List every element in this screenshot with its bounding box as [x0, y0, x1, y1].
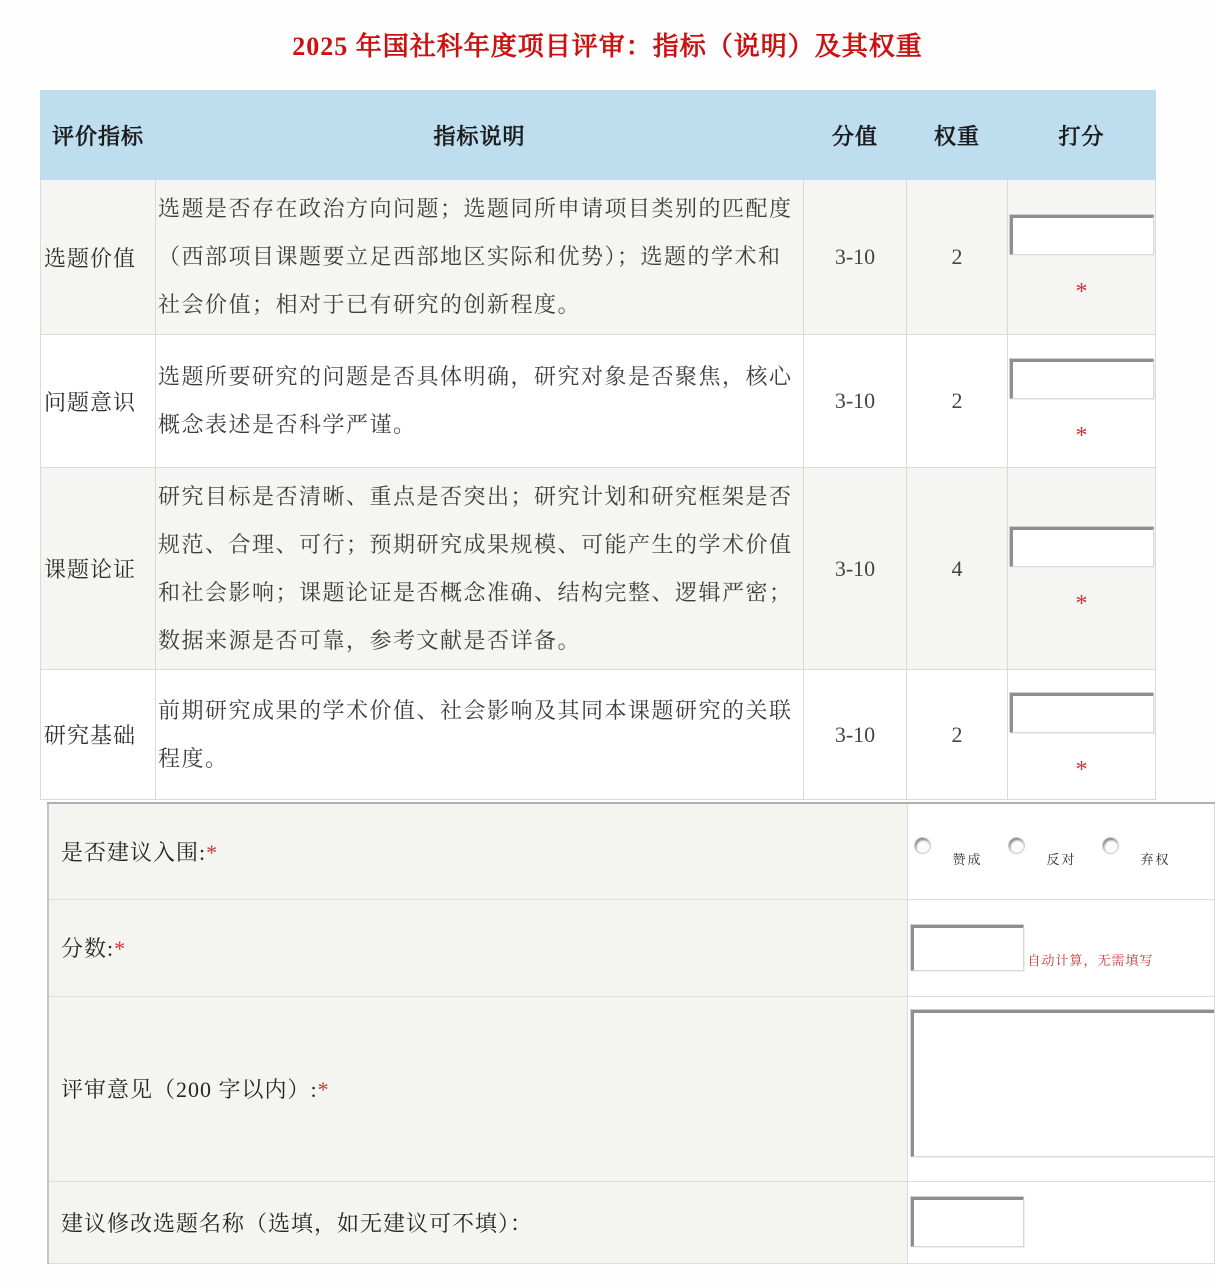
review-comment-row: [48, 996, 1215, 1181]
rename-suggestion-label-text: 建议修改选题名称（选填，如无建议可不填）：: [61, 1210, 534, 1236]
evaluation-indicators-table: [40, 90, 1156, 800]
weight-value: 2: [907, 335, 1008, 468]
indicator-name: 课题论证: [41, 468, 156, 670]
radio-option-approve: [914, 835, 983, 868]
rating-input-problem-awareness[interactable]: [1010, 359, 1154, 399]
indicator-name: 研究基础: [41, 670, 156, 800]
radio-abstain-icon[interactable]: [1102, 837, 1119, 854]
weight-value: 2: [907, 670, 1008, 800]
rating-input-topic-value[interactable]: [1010, 215, 1154, 255]
required-asterisk: *: [1075, 279, 1088, 305]
table-row-topic-argumentation: [41, 468, 1156, 670]
score-range: 3-10: [804, 468, 907, 670]
rename-suggestion-input[interactable]: [911, 1197, 1024, 1247]
indicator-name: 问题意识: [41, 335, 156, 468]
rename-suggestion-row: [48, 1181, 1215, 1263]
shortlist-radio-group: [908, 835, 1215, 868]
rename-suggestion-label: [48, 1181, 907, 1263]
table-row-topic-value: [41, 180, 1156, 335]
radio-approve-label: 赞成: [952, 851, 983, 867]
radio-abstain-label: 弃权: [1140, 851, 1171, 867]
table-row-problem-awareness: [41, 335, 1156, 468]
shortlist-label-text: 是否建议入围:: [61, 839, 207, 865]
score-range: 3-10: [804, 670, 907, 800]
col-header-description: 指标说明: [156, 91, 804, 180]
score-range: 3-10: [804, 335, 907, 468]
col-header-rating: 打分: [1008, 91, 1156, 180]
radio-option-abstain: [1102, 835, 1171, 868]
total-score-input[interactable]: [911, 925, 1024, 971]
rating-input-topic-argumentation[interactable]: [1010, 527, 1154, 567]
indicator-name: 选题价值: [41, 180, 156, 335]
auto-calc-hint: 自动计算，无需填写: [1027, 952, 1154, 968]
review-comment-label-text: 评审意见（200 字以内）:: [61, 1077, 318, 1102]
shortlist-label: [48, 803, 907, 899]
weight-value: 4: [907, 468, 1008, 670]
radio-oppose-icon[interactable]: [1008, 837, 1025, 854]
indicator-description: 前期研究成果的学术价值、社会影响及其同本课题研究的关联程度。: [156, 670, 804, 800]
required-asterisk: *: [317, 1077, 330, 1102]
score-label: [48, 899, 907, 996]
weight-value: 2: [907, 180, 1008, 335]
col-header-weight: 权重: [907, 91, 1008, 180]
review-decision-table: [47, 802, 1215, 1264]
shortlist-row: [48, 803, 1215, 899]
rating-input-research-foundation[interactable]: [1010, 693, 1154, 733]
score-range: 3-10: [804, 180, 907, 335]
required-asterisk: *: [1075, 423, 1088, 449]
radio-approve-icon[interactable]: [914, 837, 931, 854]
required-asterisk: *: [1075, 756, 1088, 783]
radio-option-oppose: [1008, 835, 1077, 868]
review-comment-label: [48, 996, 907, 1181]
required-asterisk: *: [1075, 590, 1088, 617]
col-header-indicator: 评价指标: [41, 91, 156, 180]
score-row: [48, 899, 1215, 996]
required-asterisk: *: [114, 936, 127, 961]
required-asterisk: *: [206, 839, 219, 865]
table-row-research-foundation: [41, 670, 1156, 800]
col-header-score: 分值: [804, 91, 907, 180]
review-comment-textarea[interactable]: [911, 1010, 1215, 1157]
radio-oppose-label: 反对: [1046, 851, 1077, 867]
score-label-text: 分数:: [61, 936, 115, 961]
table-header-row: [41, 91, 1156, 180]
indicator-description: 研究目标是否清晰、重点是否突出；研究计划和研究框架是否规范、合理、可行；预期研究成果规模、可能产生的学术价值和社会影响；课题论证是否概念准确、结构完整、逻辑严密；数据来源是否可靠，参考文献是否详备。: [156, 468, 804, 670]
page-title: 2025 年国社科年度项目评审：指标（说明）及其权重: [292, 32, 923, 61]
indicator-description: 选题是否存在政治方向问题；选题同所申请项目类别的匹配度（西部项目课题要立足西部地区实际和优势）；选题的学术和社会价值；相对于已有研究的创新程度。: [156, 180, 804, 335]
indicator-description: 选题所要研究的问题是否具体明确，研究对象是否聚焦，核心概念表述是否科学严谨。: [156, 335, 804, 468]
